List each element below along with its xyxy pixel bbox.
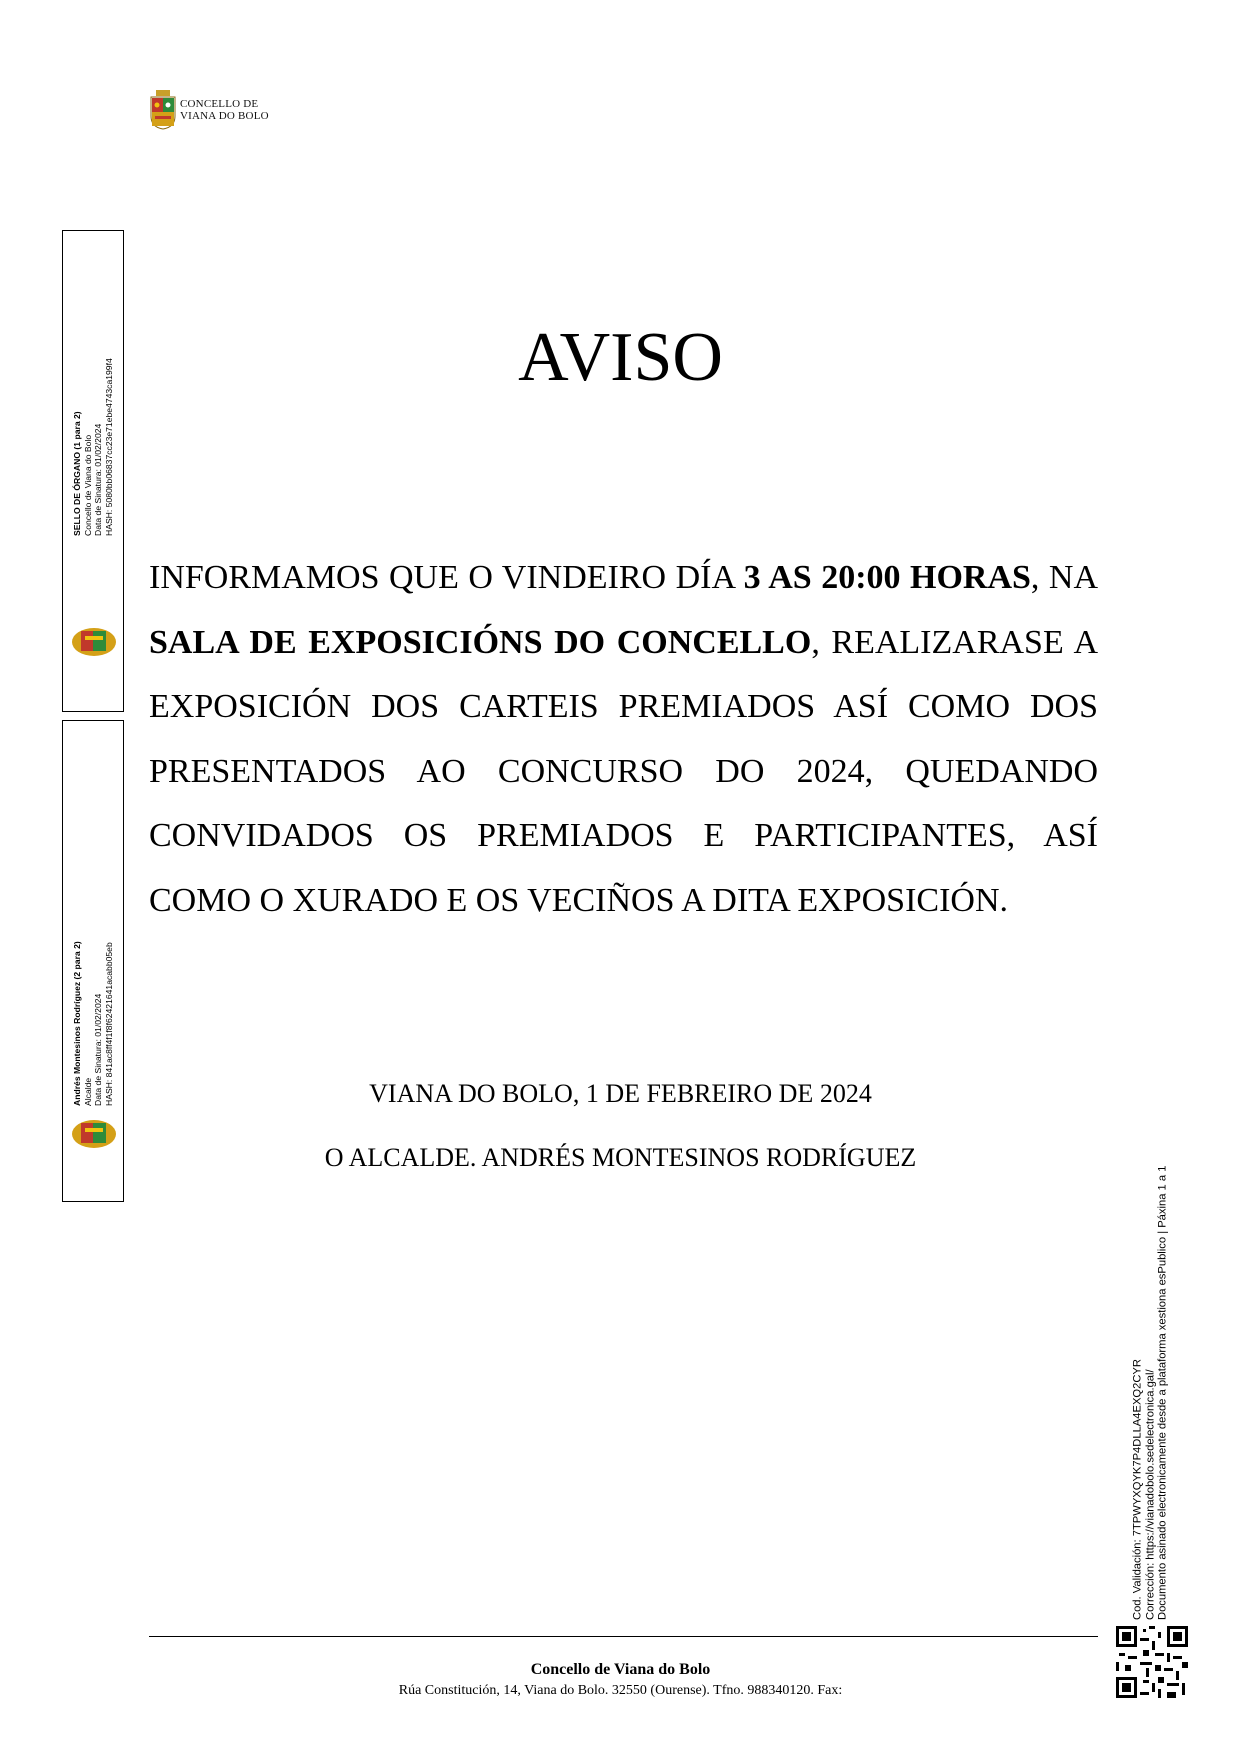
signature-block-seal (62, 230, 124, 712)
footer-org-name: Concello de Viana do Bolo (530, 1661, 711, 1678)
date-line: VIANA DO BOLO, 1 DE FEBREIRO DE 2024 (369, 1079, 872, 1108)
signature-block-mayor (62, 720, 124, 1202)
signature-line: Alcalde (82, 1077, 93, 1106)
org-name-line1: CONCELLO DE (180, 98, 259, 110)
signature-date: Data de Sinatura: 01/02/2024 (93, 423, 103, 536)
body-bold-time: 3 AS 20:00 HORAS (743, 559, 1031, 596)
header-logo (150, 90, 269, 130)
verification-code: Cod. Validación: 7TPWYXQYK7P4DLLA4EXQ2CYR (1131, 1359, 1144, 1620)
verification-url: Corrección: https://vianadobolo.sedelectronica.gal/ (1143, 1369, 1156, 1620)
org-name (180, 98, 269, 122)
body-bold-venue: SALA DE EXPOSICIÓNS DO CONCELLO (149, 623, 812, 661)
body-text-part: , REALIZARASE A EXPOSICIÓN DOS CARTEIS PREMIADOS ASÍ COMO DOS PRESENTADOS AO CONCURSO DO 2024, QUEDANDO CONVIDADOS OS PREMIADOS E PARTICIPANTES, ASÍ COMO O XURADO E OS VECIÑOS A DITA EXPOSICIÓN. (149, 623, 1099, 919)
org-name-line2: VIANA DO BOLO (180, 110, 269, 122)
verification-note: Documento asinado electronicamente desde a plataforma xestiona esPublico | Páxina 1 a 1 (1156, 1165, 1169, 1620)
document-title: AVISO (518, 319, 723, 396)
signature-date: Data de Sinatura: 01/02/2024 (93, 993, 103, 1106)
footer-address: Rúa Constitución, 14, Viana do Bolo. 32550 (Ourense). Tfno. 988340120. Fax: (398, 1683, 843, 1698)
coat-of-arms-icon (71, 626, 117, 658)
signature-hash: HASH: 5080bb06837cc23e71ebe4743ca199f4 (103, 358, 114, 536)
signature-title: SELLO DE ÓRGANO (1 para 2) (72, 411, 82, 536)
coat-of-arms-icon (150, 90, 176, 130)
signature-title: Andrés Montesinos Rodríguez (2 para 2) (72, 941, 82, 1106)
signature-line: Concello de Viana do Bolo (82, 434, 93, 536)
body-text-part: , NA (1030, 559, 1099, 596)
footer-divider (149, 1636, 1098, 1637)
signature-hash: HASH: 841ac8ff4f1f8f62421641acabb05eb (103, 942, 114, 1106)
body-text-part: INFORMAMOS QUE O VINDEIRO DÍA (149, 559, 744, 596)
notice-body (149, 546, 1098, 933)
verification-text (1131, 1020, 1169, 1620)
signature-text (72, 276, 114, 536)
signature-text (72, 846, 114, 1106)
signer-line: O ALCALDE. ANDRÉS MONTESINOS RODRÍGUEZ (324, 1143, 917, 1172)
